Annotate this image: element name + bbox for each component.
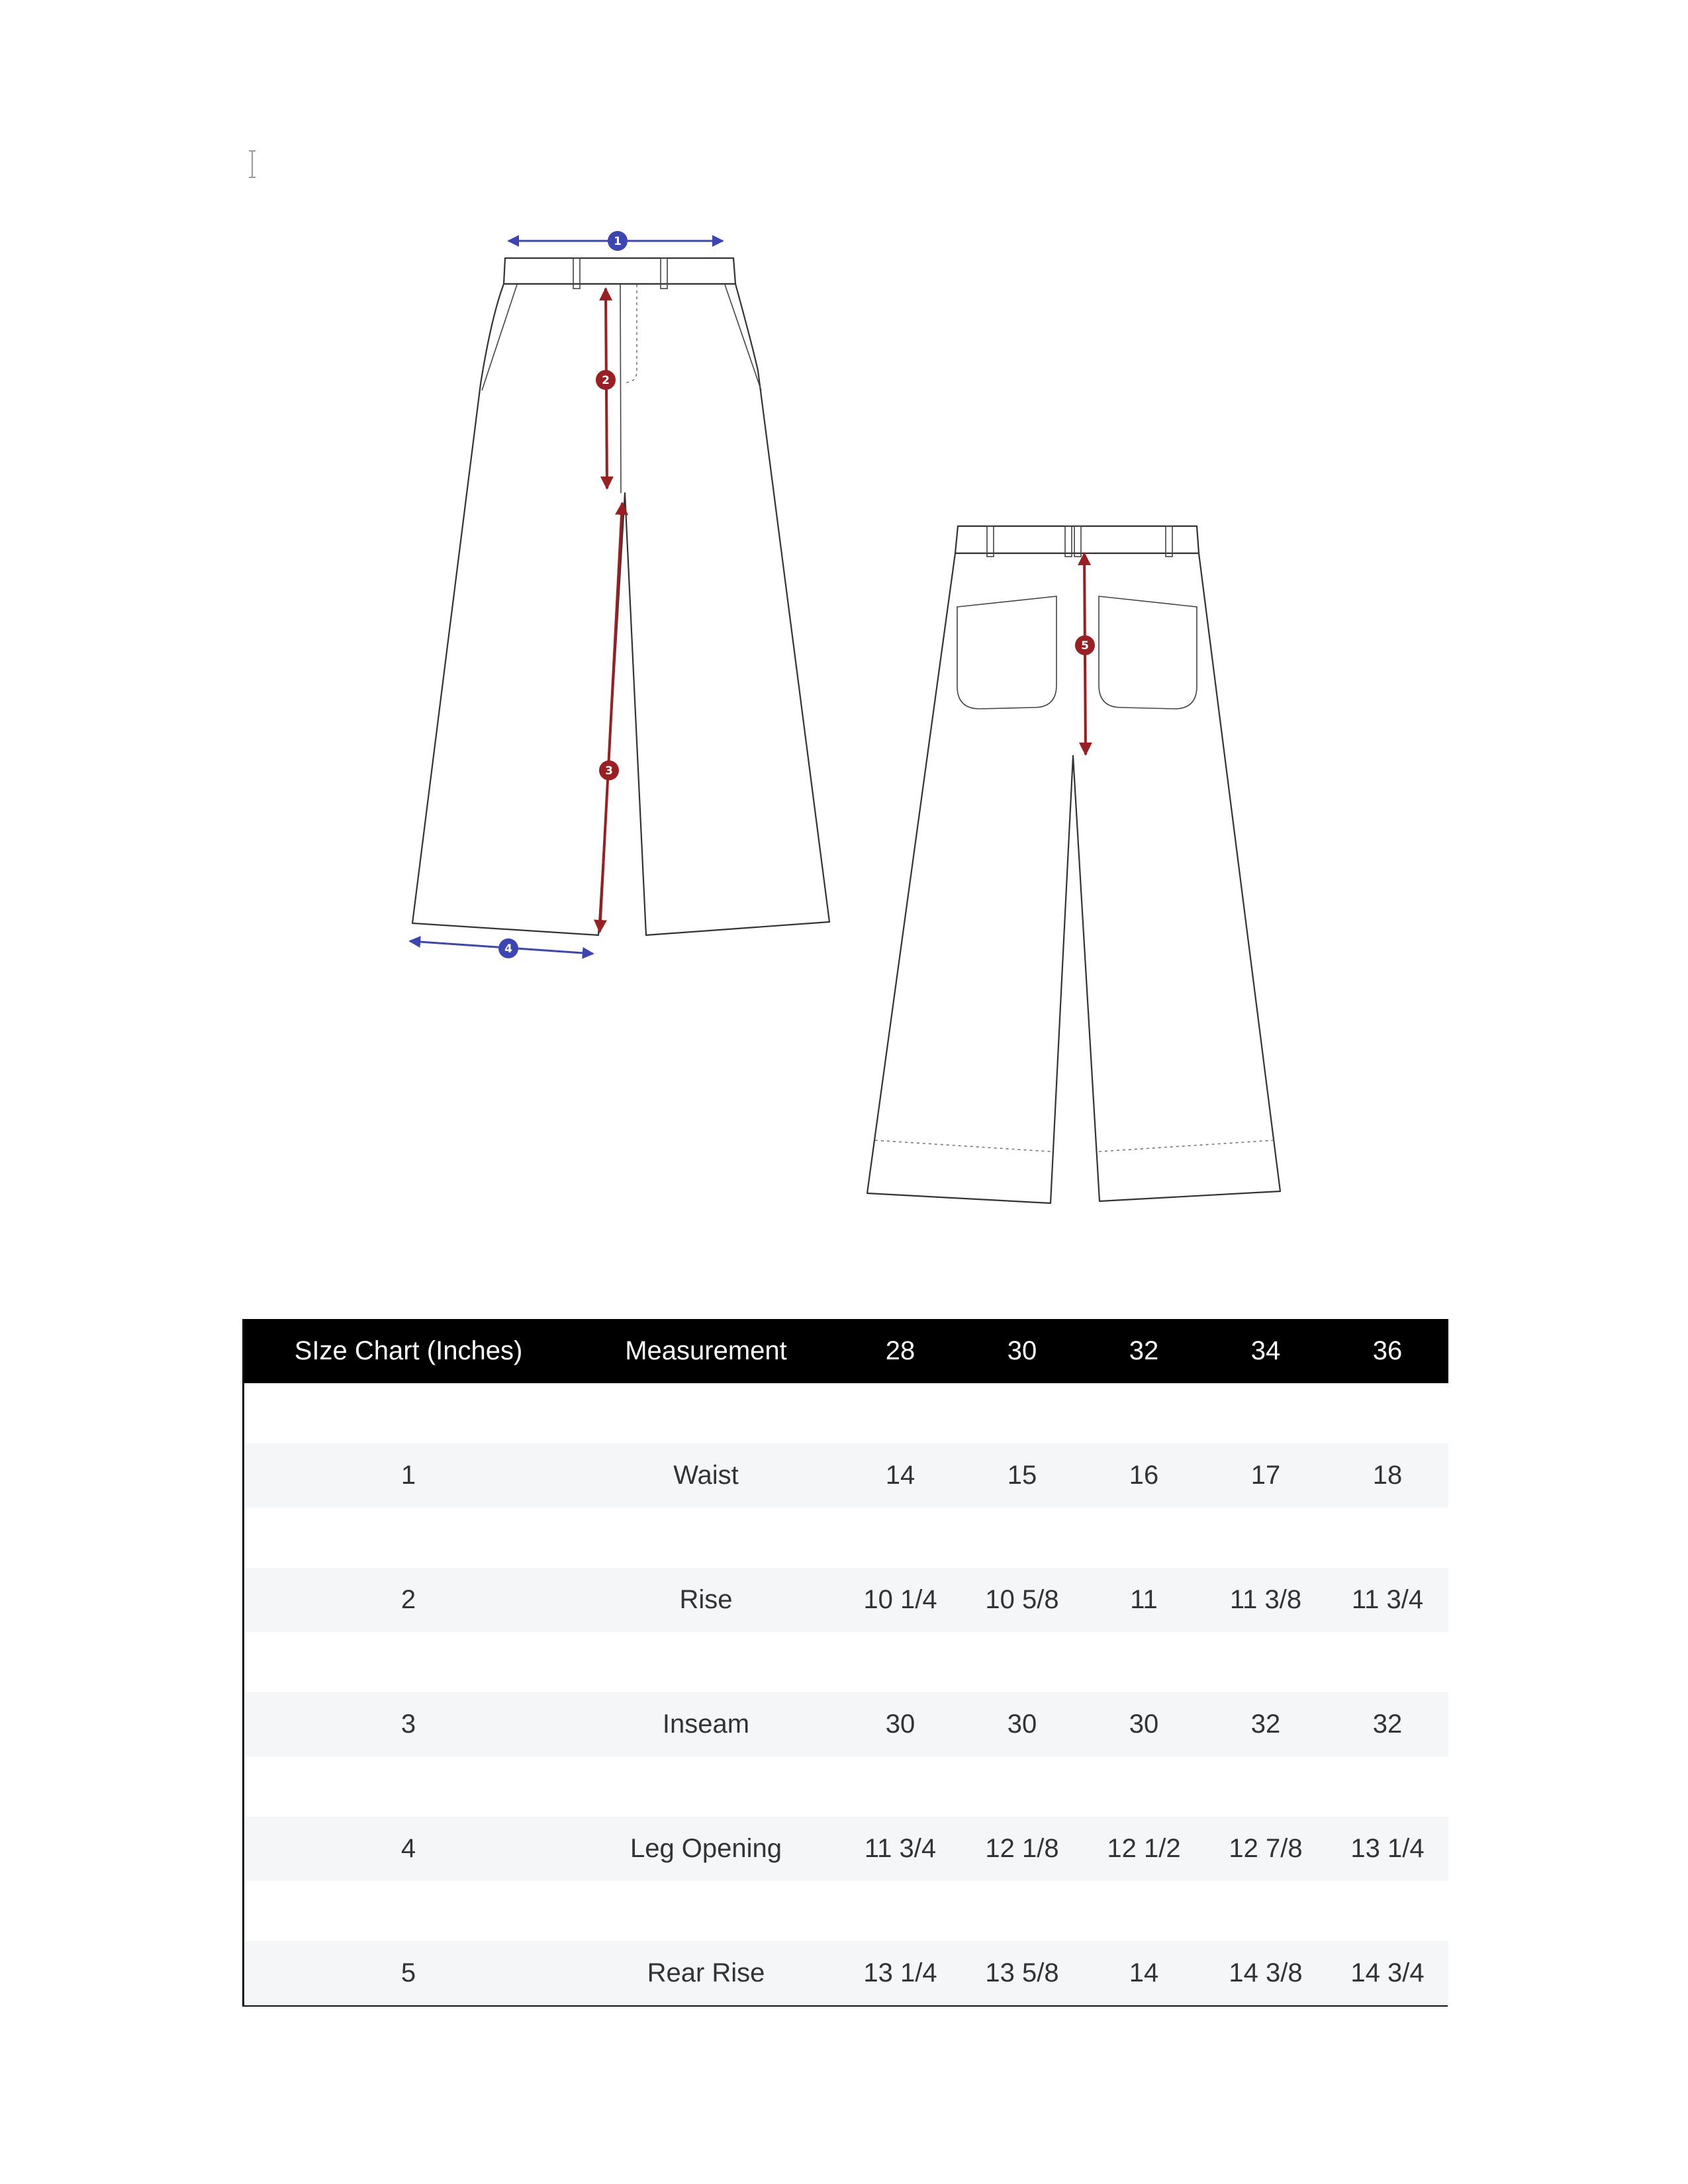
row-value: 15 (961, 1443, 1083, 1508)
row-value: 11 3/4 (839, 1817, 961, 1881)
row-value: 32 (1327, 1692, 1448, 1756)
row-id: 2 (244, 1568, 573, 1632)
header-size-30: 30 (961, 1319, 1083, 1383)
marker-1-number: 1 (614, 235, 622, 248)
header-measurement: Measurement (573, 1319, 839, 1383)
row-measurement: Rear Rise (573, 1941, 839, 2005)
row-value: 10 5/8 (961, 1568, 1083, 1632)
table-spacer-row (244, 1632, 1448, 1692)
table-spacer-row (244, 1508, 1448, 1568)
row-value: 11 3/4 (1327, 1568, 1448, 1632)
row-measurement: Rise (573, 1568, 839, 1632)
front-waistband (504, 258, 735, 284)
front-fly-line (620, 285, 621, 493)
row-id: 1 (244, 1443, 573, 1508)
header-size-34: 34 (1205, 1319, 1327, 1383)
row-id: 5 (244, 1941, 573, 2005)
table-spacer-row (244, 1756, 1448, 1817)
row-id: 4 (244, 1817, 573, 1881)
header-size-32: 32 (1083, 1319, 1205, 1383)
size-chart-table (242, 1319, 1448, 2007)
row-value: 11 3/8 (1205, 1568, 1327, 1632)
row-measurement: Leg Opening (573, 1817, 839, 1881)
table-header-row (244, 1319, 1448, 1383)
table-spacer-row (244, 1383, 1448, 1443)
row-value: 30 (839, 1692, 961, 1756)
row-value: 14 3/4 (1327, 1941, 1448, 2005)
table-spacer-row (244, 1881, 1448, 1941)
back-waistband (955, 526, 1199, 553)
row-value: 12 1/8 (961, 1817, 1083, 1881)
row-value: 13 5/8 (961, 1941, 1083, 2005)
back-pants-view (867, 526, 1280, 1203)
row-value: 32 (1205, 1692, 1327, 1756)
back-pants-body (867, 553, 1280, 1203)
row-value: 11 (1083, 1568, 1205, 1632)
row-value: 30 (961, 1692, 1083, 1756)
row-id: 3 (244, 1692, 573, 1756)
row-value: 10 1/4 (839, 1568, 961, 1632)
row-value: 16 (1083, 1443, 1205, 1508)
row-measurement: Inseam (573, 1692, 839, 1756)
table-row (244, 1817, 1448, 1881)
header-size-36: 36 (1327, 1319, 1448, 1383)
table-row (244, 1568, 1448, 1632)
header-size-28: 28 (839, 1319, 961, 1383)
front-pants-view (410, 231, 829, 958)
row-value: 12 7/8 (1205, 1817, 1327, 1881)
table-row (244, 1692, 1448, 1756)
row-measurement: Waist (573, 1443, 839, 1508)
table-row (244, 1941, 1448, 2005)
marker-3-number: 3 (605, 764, 613, 778)
marker-4-number: 4 (504, 942, 512, 956)
row-value: 12 1/2 (1083, 1817, 1205, 1881)
header-size-chart: SIze Chart (Inches) (244, 1319, 573, 1383)
row-value: 14 (1083, 1941, 1205, 2005)
row-value: 14 3/8 (1205, 1941, 1327, 2005)
marker-2-number: 2 (602, 374, 610, 387)
row-value: 14 (839, 1443, 961, 1508)
marker-5-number: 5 (1081, 639, 1089, 653)
row-value: 30 (1083, 1692, 1205, 1756)
row-value: 17 (1205, 1443, 1327, 1508)
table-row (244, 1443, 1448, 1508)
row-value: 13 1/4 (839, 1941, 961, 2005)
row-value: 13 1/4 (1327, 1817, 1448, 1881)
row-value: 18 (1327, 1443, 1448, 1508)
